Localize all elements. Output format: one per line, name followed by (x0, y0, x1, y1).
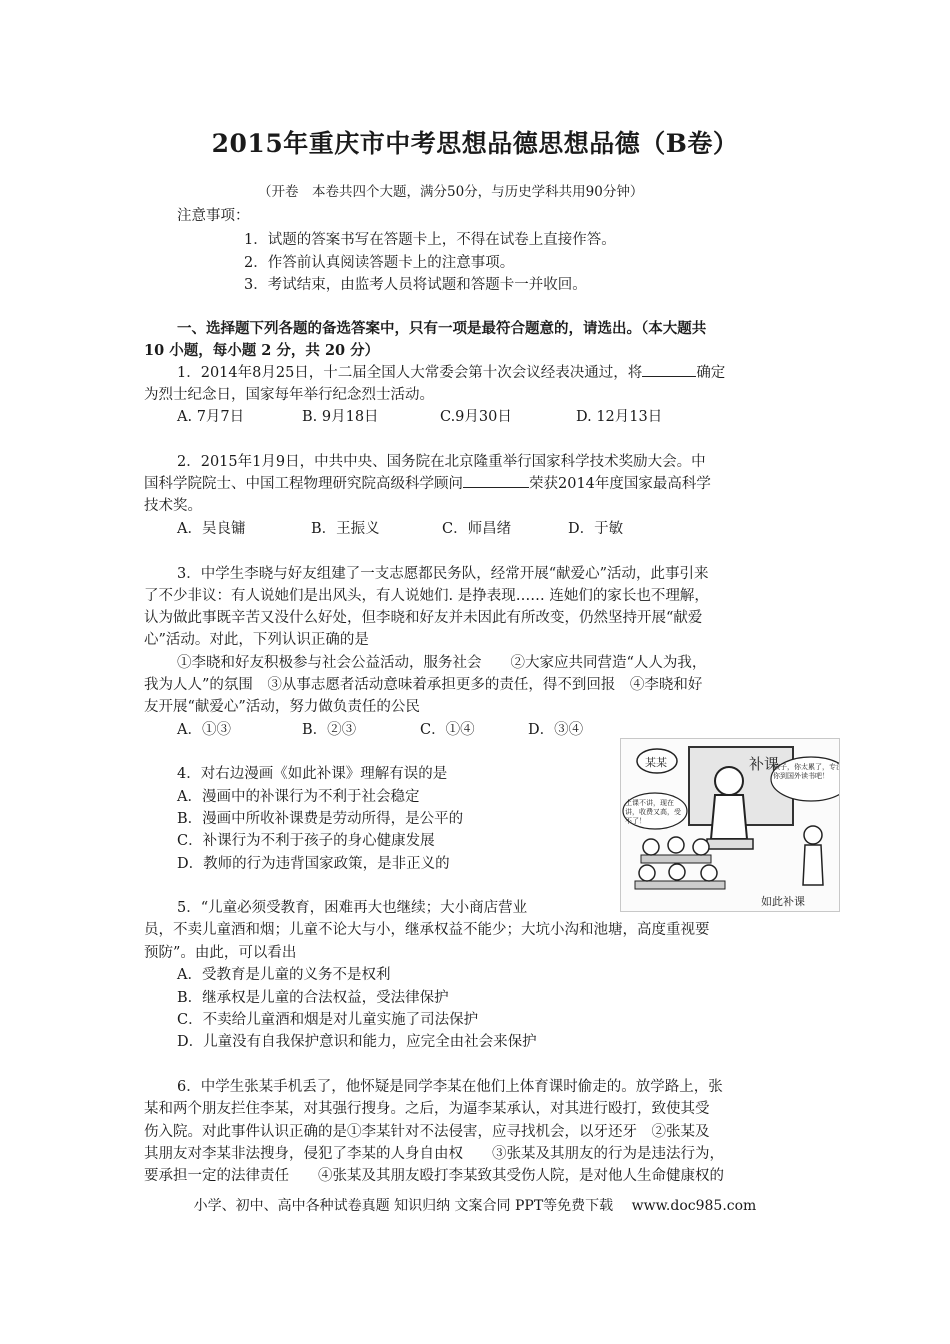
question-1-option: C.9月30日 (440, 409, 512, 425)
question-6-line: 其朋友对李某非法搜身，侵犯了李某的人身自由权 ③张某及其朋友的行为是违法行为， (144, 1146, 724, 1162)
question-3-option: D．③④ (528, 722, 584, 738)
question-2-option: C．师昌绪 (442, 521, 512, 537)
cartoon-illustration (620, 738, 840, 912)
answer-blank (463, 473, 529, 488)
section-heading: 一、选择题下列各题的备选答案中，只有一项是最符合题意的，请选出。（本大题共 (177, 320, 707, 337)
question-2-option: A．吴良镛 (177, 521, 246, 537)
question-6-line: 6．中学生张某手机丢了，他怀疑是同学李某在他们上体育课时偷走的。放学路上，张 (177, 1079, 723, 1095)
question-1-option: A. 7月7日 (177, 409, 245, 425)
question-2-option: B．王振义 (311, 521, 380, 537)
question-1-stem-cont: 为烈士纪念日，国家每年举行纪念烈士活动。 (144, 387, 434, 403)
notice-item: 1．试题的答案书写在答题卡上，不得在试卷上直接作答。 (244, 232, 616, 248)
question-3-line: 3．中学生李晓与好友组建了一支志愿都民务队，经常开展“献爱心”活动，此事引来 (177, 566, 709, 582)
notice-label: 注意事项： (177, 208, 250, 224)
question-6-line: 要承担一定的法律责任 ④张某及其朋友殴打李某致其受伤人院，是对他人生命健康权的 (144, 1168, 724, 1184)
notice-item: 3．考试结束，由监考人员将试题和答题卡一并收回。 (244, 277, 587, 293)
answer-blank (642, 362, 696, 377)
question-3-option: A．①③ (177, 722, 231, 738)
question-5-line: 员，不卖儿童酒和烟；儿童不论大与小，继承权益不能少；大坑小沟和池塘，高度重视要 (144, 922, 710, 938)
question-5-line: 5．“儿童必须受教育，困难再大也继续；大小商店营业 (177, 900, 528, 916)
question-3-line: 我为人人”的氛围 ③从事志愿者活动意味着承担更多的责任，得不到回报 ④李晓和好 (144, 677, 703, 693)
question-1-text: 1．2014年8月25日，十二届全国人大常委会第十次会议经表决通过，将 (177, 365, 643, 381)
bubble-left-text: 上课不讲，现在讲，收费又高，受不了！ (625, 799, 681, 825)
cartoon-caption: 如此补课 (761, 895, 805, 908)
board-text: 补课 (749, 755, 780, 773)
question-6-line: 某和两个朋友拦住李某，对其强行搜身。之后，为逼李某承认，对其进行殴打，致使其受 (144, 1101, 710, 1117)
question-3-option: B．②③ (302, 722, 357, 738)
question-4-option: A．漫画中的补课行为不利于社会稳定 (177, 789, 420, 805)
question-4-stem: 4．对右边漫画《如此补课》理解有误的是 (177, 766, 448, 782)
question-2-text: 国科学院院士、中国工程物理研究院高级科学顾问 (144, 476, 463, 492)
question-1-option: B. 9月18日 (302, 409, 379, 425)
section-heading-cont: 10 小题，每小题 2 分，共 20 分） (144, 342, 380, 359)
question-2-stem-cont (144, 473, 711, 495)
notice-item: 2．作答前认真阅读答题卡上的注意事项。 (244, 255, 515, 271)
question-5-line: 预防”。由此，可以看出 (144, 945, 297, 961)
question-2-stem-cont: 技术奖。 (144, 498, 202, 514)
question-5-option: A．受教育是儿童的义务不是权利 (177, 967, 391, 983)
question-3-line: 了不少非议：有人说她们是出风头，有人说她们. 是挣表现…… 连她们的家长也不理解， (144, 588, 709, 604)
question-3-line: 友开展“献爱心”活动，努力做负责任的公民 (144, 699, 420, 715)
question-4-option: B．漫画中所收补课费是劳动所得，是公平的 (177, 811, 464, 827)
question-6-line: 伤入院。对此事件认识正确的是①李某针对不法侵害，应寻找机会，以牙还牙 ②张某及 (144, 1124, 710, 1140)
question-4-option: C．补课行为不利于孩子的身心健康发展 (177, 833, 435, 849)
page-footer: 小学、初中、高中各种试卷真题 知识归纳 文案合同 PPT等免费下载 www.doc985.com (193, 1198, 757, 1214)
question-1-text-end: 确定 (696, 365, 726, 381)
question-3-line: 心”活动。对此，下列认识正确的是 (144, 632, 369, 648)
question-2-stem: 2．2015年1月9日，中共中央、国务院在北京隆重举行国家科学技术奖励大会。中 (177, 454, 706, 470)
question-1-option: D. 12月13日 (576, 409, 663, 425)
question-3-option: C．①④ (420, 722, 475, 738)
exam-title: 2015年重庆市中考思想品德思想品德（B卷） (211, 129, 739, 158)
question-3-line: 认为做此事既辛苦又没什么好处，但李晓和好友并未因此有所改变，仍然坚持开展“献爱 (144, 610, 703, 626)
question-5-option: C．不卖给儿童酒和烟是对儿童实施了司法保护 (177, 1012, 479, 1028)
question-2-option: D．于敏 (568, 521, 624, 537)
bubble-right-text: 孩子，你太累了，专注你到国外读书吧！ (773, 763, 839, 780)
exam-subtitle: （开卷 本卷共四个大题，满分50分，与历史学科共用90分钟） (258, 184, 644, 200)
cartoon-drawing (621, 739, 839, 911)
question-1-stem (177, 362, 725, 384)
question-4-option: D．教师的行为违背国家政策，是非正义的 (177, 856, 450, 872)
question-5-option: D．儿童没有自我保护意识和能力，应完全由社会来保护 (177, 1034, 537, 1050)
question-2-text-end: 荣获2014年度国家最高科学 (529, 476, 711, 492)
tag-text: 某某 (645, 756, 667, 769)
question-3-line: ①李晓和好友积极参与社会公益活动，服务社会 ②大家应共同营造“人人为我， (177, 655, 707, 671)
question-5-option: B．继承权是儿童的合法权益，受法律保护 (177, 990, 449, 1006)
